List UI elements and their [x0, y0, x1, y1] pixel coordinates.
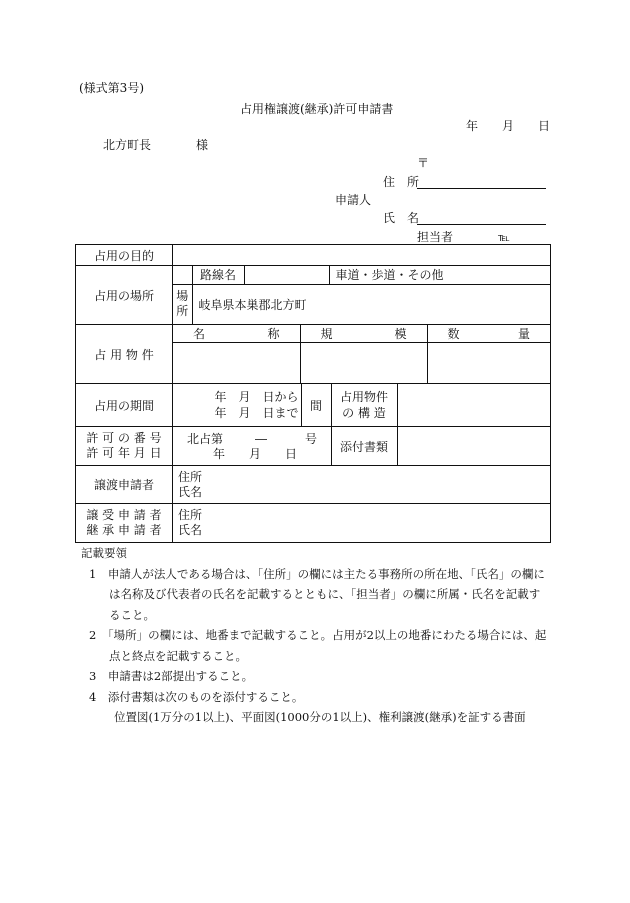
transferee-address-label: 住所 [178, 508, 203, 522]
transferee-name-label: 氏名 [178, 523, 203, 537]
object-name-header: 名 称 [173, 325, 300, 343]
attachments-list: 位置図(1万分の1以上)、平面図(1000分の1以上)、権利譲渡(継承)を証する書面 [114, 710, 526, 724]
period-dates[interactable] [173, 384, 301, 426]
transferor-address-label: 住所 [178, 469, 203, 484]
attach-label: 添付書類 [331, 427, 397, 465]
object-qty-value[interactable] [427, 343, 550, 384]
location-cell [173, 266, 551, 325]
permit-date: 年 月 日 [213, 446, 298, 461]
place-label: 場 所 [173, 284, 192, 324]
note-item: 4 添付書類は次のものを添付すること。 [89, 689, 304, 704]
object-name-value[interactable] [173, 343, 300, 384]
location-label: 占用の場所 [76, 266, 173, 325]
permit-number-value[interactable] [173, 427, 331, 465]
note-item: 3 申請書は2部提出すること。 [89, 669, 254, 683]
address-label: 住 所 [383, 175, 420, 189]
permit-suffix: 号 [305, 431, 318, 446]
notes-heading: 記載要領 [81, 546, 127, 560]
form-number: (様式第3号) [79, 81, 144, 95]
applicant-label: 申請人 [335, 193, 372, 207]
object-cell [173, 325, 551, 384]
route-value[interactable] [244, 266, 329, 284]
permit-cell [173, 427, 551, 466]
structure-value[interactable] [397, 384, 550, 426]
document-title: 占用権譲渡(継承)許可申請書 [240, 102, 394, 116]
transferor-name-label: 氏名 [178, 484, 203, 499]
addressee-name: 北方町長 [103, 138, 152, 152]
transferee-value[interactable] [173, 504, 551, 543]
attach-value[interactable] [397, 427, 550, 465]
permit-prefix: 北占第 [187, 431, 224, 446]
contact-label: 担当者 [417, 230, 454, 244]
period-between: 間 [301, 384, 331, 426]
period-cell [173, 384, 551, 427]
note-item: 2 「場所」の欄には、地番まで記載すること。占用が2以上の地番にわたる場合には、起点と終点を記載すること。 [89, 628, 547, 663]
name-label: 氏 名 [383, 211, 420, 225]
transferor-value[interactable] [173, 466, 551, 504]
period-label: 占用の期間 [76, 384, 173, 427]
date-month-label: 月 [502, 119, 515, 133]
route-label: 路線名 [192, 266, 244, 284]
purpose-value[interactable] [173, 245, 551, 266]
permit-label: 許 可 の 番 号 許 可 年 月 日 [76, 427, 173, 466]
application-table [75, 244, 551, 543]
structure-label: 占用物件 の 構 造 [331, 384, 397, 426]
date-day-label: 日 [538, 119, 551, 133]
date-year-label: 年 [466, 119, 479, 133]
transferee-label: 譲 受 申 請 者 継 承 申 請 者 [76, 504, 173, 543]
name-line[interactable] [417, 224, 546, 225]
object-spec-value[interactable] [300, 343, 427, 384]
object-qty-header: 数 量 [427, 325, 550, 343]
road-type-options[interactable]: 車道・歩道・その他 [329, 266, 550, 284]
transferor-label: 譲渡申請者 [76, 466, 173, 504]
addressee-honorific: 様 [196, 138, 209, 152]
tel-label: ℡ [498, 231, 510, 244]
period-to: 年 月 日まで [214, 406, 299, 420]
postal-mark: 〒 [417, 156, 430, 170]
period-from: 年 月 日から [214, 390, 299, 404]
address-line[interactable] [417, 188, 546, 189]
object-label: 占 用 物 件 [76, 325, 173, 384]
purpose-label: 占用の目的 [76, 245, 173, 266]
place-value[interactable]: 岐阜県本巣郡北方町 [192, 284, 550, 324]
notes-section [81, 543, 551, 728]
note-item: 1 申請人が法人である場合は、「住所」の欄には主たる事務所の所在地、「氏名」の欄には名称及び代表者の氏名を記載するとともに、「担当者」の欄に所属・氏名を記載すること。 [89, 566, 545, 622]
object-spec-header: 規 模 [300, 325, 427, 343]
permit-dash: ― [255, 431, 267, 446]
